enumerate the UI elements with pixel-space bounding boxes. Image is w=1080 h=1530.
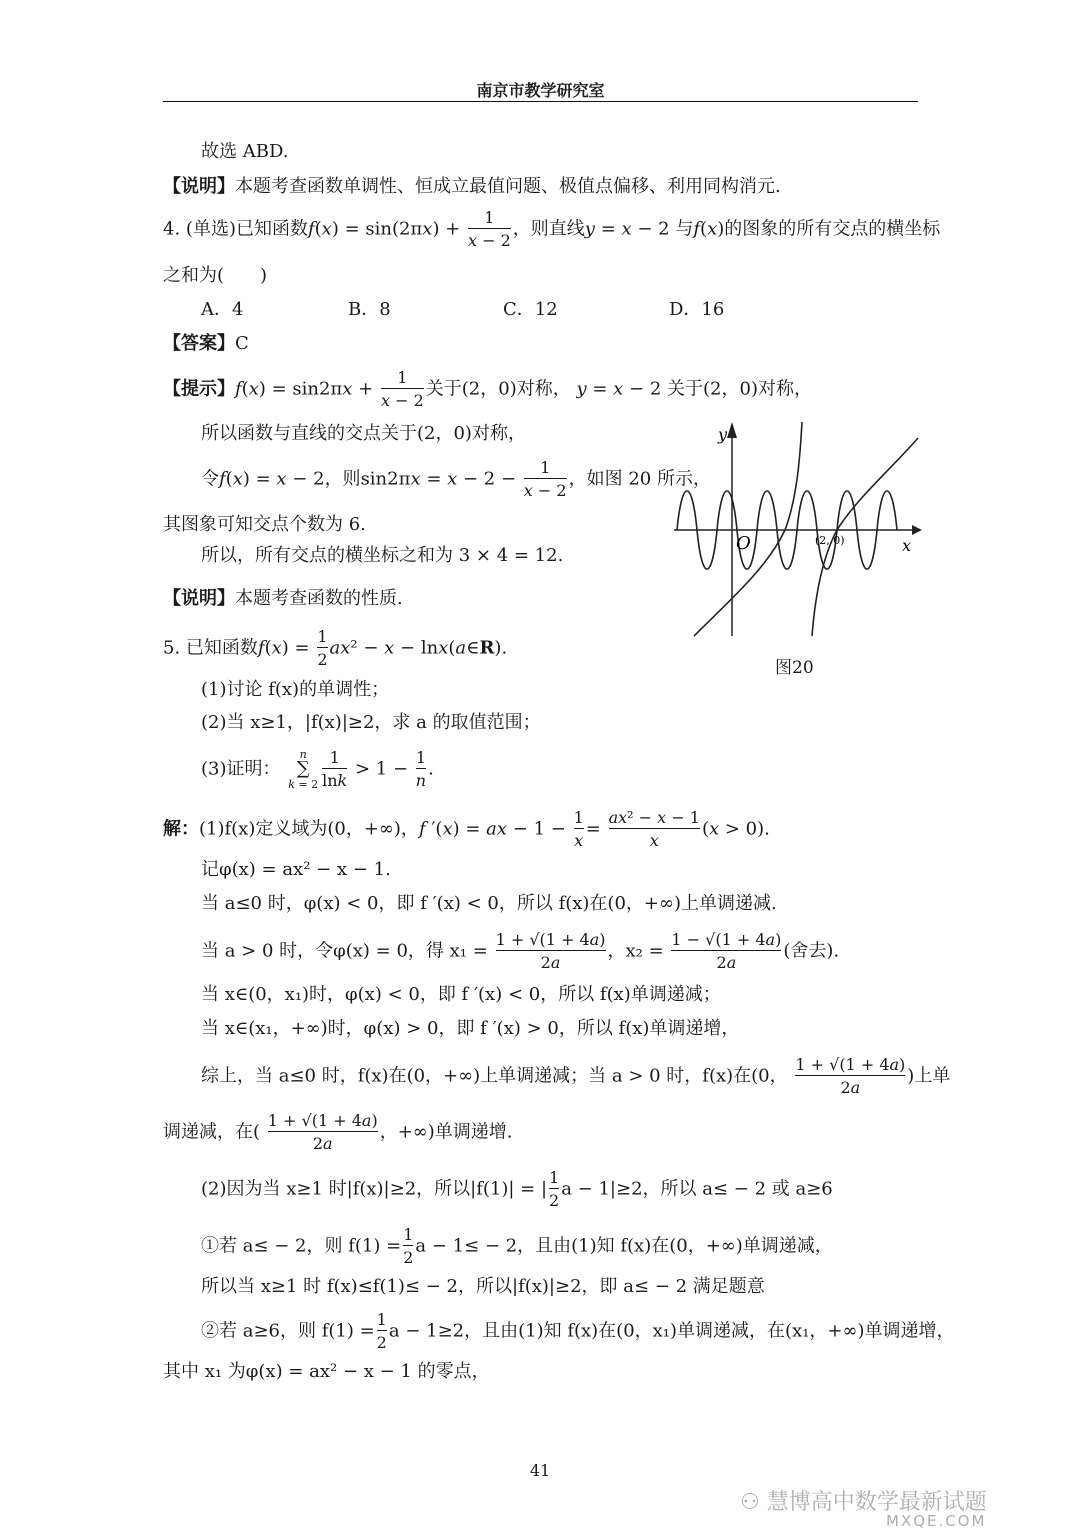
q4-hint-line3: 令f(x) = x − 2，则sin2πx = x − 2 − $\frac{1}{x - 2}$ ，如图 20 所示， xyxy=(201,458,711,500)
prev-note: 【说明】本题考查函数单调性、恒成立最值问题、极值点偏移、利用同构消元. xyxy=(163,176,781,197)
q4-note: 【说明】本题考查函数的性质. xyxy=(163,588,403,609)
y-label: y xyxy=(718,425,728,444)
figure-caption: 图20 xyxy=(775,658,814,678)
sol-line9: (2)因为当 x≥1 时|f(x)|≥2，所以|f(1)| = | $\frac{1}{2}$ a − 1|≥2，所以 a≤ − 2 或 a≥6 xyxy=(201,1168,833,1210)
sol-line2: 记φ(x) = ax² − x − 1. xyxy=(201,859,391,880)
sol-line12: ②若 a≥6，则 f(1) = $\frac{1}{2}$ a − 1≥2，且由(1)知 f(x)在(0，x₁)单调递减，在(x₁，+∞)单调递增， xyxy=(201,1310,955,1352)
q5-stem: 5. 已知函数f(x) = $\frac{1}{2}$ ax² − x − lnx(a∈R). xyxy=(163,627,508,669)
sol-line10: ①若 a≤ − 2，则 f(1) = $\frac{1}{2}$ a − 1≤ − 2，且由(1)知 f(x)在(0，+∞)单调递减， xyxy=(201,1225,833,1267)
q4-hint-line4: 其图象可知交点个数为 6. xyxy=(163,514,366,535)
sol-line1: 解：(1)f(x)定义域为(0，+∞)，f ′(x) = ax − 1 − $\frac{1}{x}$ = $\frac{\text{ax² − x − 1}}{x}$ (x > 0). xyxy=(163,808,770,850)
q5-part2: (2)当 x≥1，|f(x)|≥2，求 a 的取值范围； xyxy=(201,712,541,733)
q4-hint-line2: 所以函数与直线的交点关于(2，0)对称， xyxy=(201,423,526,444)
wechat-icon: ⚇ xyxy=(740,1490,760,1515)
x-axis-arrow xyxy=(912,525,922,535)
point-label: (2, 0) xyxy=(815,534,845,547)
q5-part1: (1)讨论 f(x)的单调性； xyxy=(201,679,390,700)
q4-option-a: A．4 xyxy=(201,299,244,320)
sol-line6: 当 x∈(x₁，+∞)时，φ(x) > 0，即 f ′(x) > 0，所以 f(x)单调递增， xyxy=(201,1018,740,1039)
origin-label: O xyxy=(736,533,751,554)
prev-conclusion: 故选 ABD. xyxy=(201,141,289,162)
q5-part3: (3)证明： n ∑ k = 2 $\frac{1}{\ln k}$ > 1 − $\frac{1}{n}$ . xyxy=(201,747,434,791)
sol-line5: 当 x∈(0，x₁)时，φ(x) < 0，即 f ′(x) < 0，所以 f(x)单调递减； xyxy=(201,984,721,1005)
q4-option-d: D．16 xyxy=(669,299,725,320)
q4-option-b: B．8 xyxy=(348,299,391,320)
q4-hint-line1: 【提示】f(x) = sin2πx + $\frac{1}{x - 2}$ 关于(2，0)对称， y = x − 2 关于(2，0)对称， xyxy=(163,368,812,410)
watermark-site: MXQE.COM xyxy=(886,1512,987,1530)
q4-stem: 4. (单选)已知函数f(x) = sin(2πx) + $\frac{1}{x - 2}$ ，则直线y = x − 2 与f(x)的图象的所有交点的横坐标 xyxy=(163,208,941,250)
watermark: ⚇ 慧博高中数学最新试题 xyxy=(740,1490,987,1515)
q4-answer: 【答案】C xyxy=(163,333,249,354)
sol-line4: 当 a > 0 时，令φ(x) = 0，得 x₁ = $\frac{1 + √(1 + 4a)}{2a}$ ，x₂ = $\frac{1 - √(1 + 4a)}{2a}$ (舍去). xyxy=(201,930,840,972)
x-label: x xyxy=(902,536,912,555)
q4-hint-line5: 所以，所有交点的横坐标之和为 3 × 4 = 12. xyxy=(201,545,564,566)
q4-option-c: C．12 xyxy=(503,299,558,320)
q4-stem-cont: 之和为( ) xyxy=(163,265,268,286)
page-number: 41 xyxy=(529,1461,551,1480)
y-axis-arrow xyxy=(727,422,737,438)
header-rule xyxy=(163,101,918,102)
curve-branch-left xyxy=(694,422,802,636)
sol-line7: 综上，当 a≤0 时，f(x)在(0，+∞)上单调递减；当 a > 0 时，f(x)在(0， $\frac{1 + √(1 + 4a)}{2a}$ )上单 xyxy=(201,1055,951,1097)
sol-line8: 调递减，在( $\frac{1 + √(1 + 4a)}{2a}$ ，+∞)单调递增. xyxy=(163,1111,513,1153)
page-header: 南京市教学研究室 xyxy=(476,81,605,100)
sol-line13: 其中 x₁ 为φ(x) = ax² − x − 1 的零点， xyxy=(163,1361,490,1382)
figure-20 xyxy=(672,418,922,644)
sol-line11: 所以当 x≥1 时 f(x)≤f(1)≤ − 2，所以|f(x)|≥2，即 a≤ − 2 满足题意 xyxy=(201,1276,765,1297)
sol-line3: 当 a≤0 时，φ(x) < 0，即 f ′(x) < 0，所以 f(x)在(0，+∞)上单调递减. xyxy=(201,893,777,914)
